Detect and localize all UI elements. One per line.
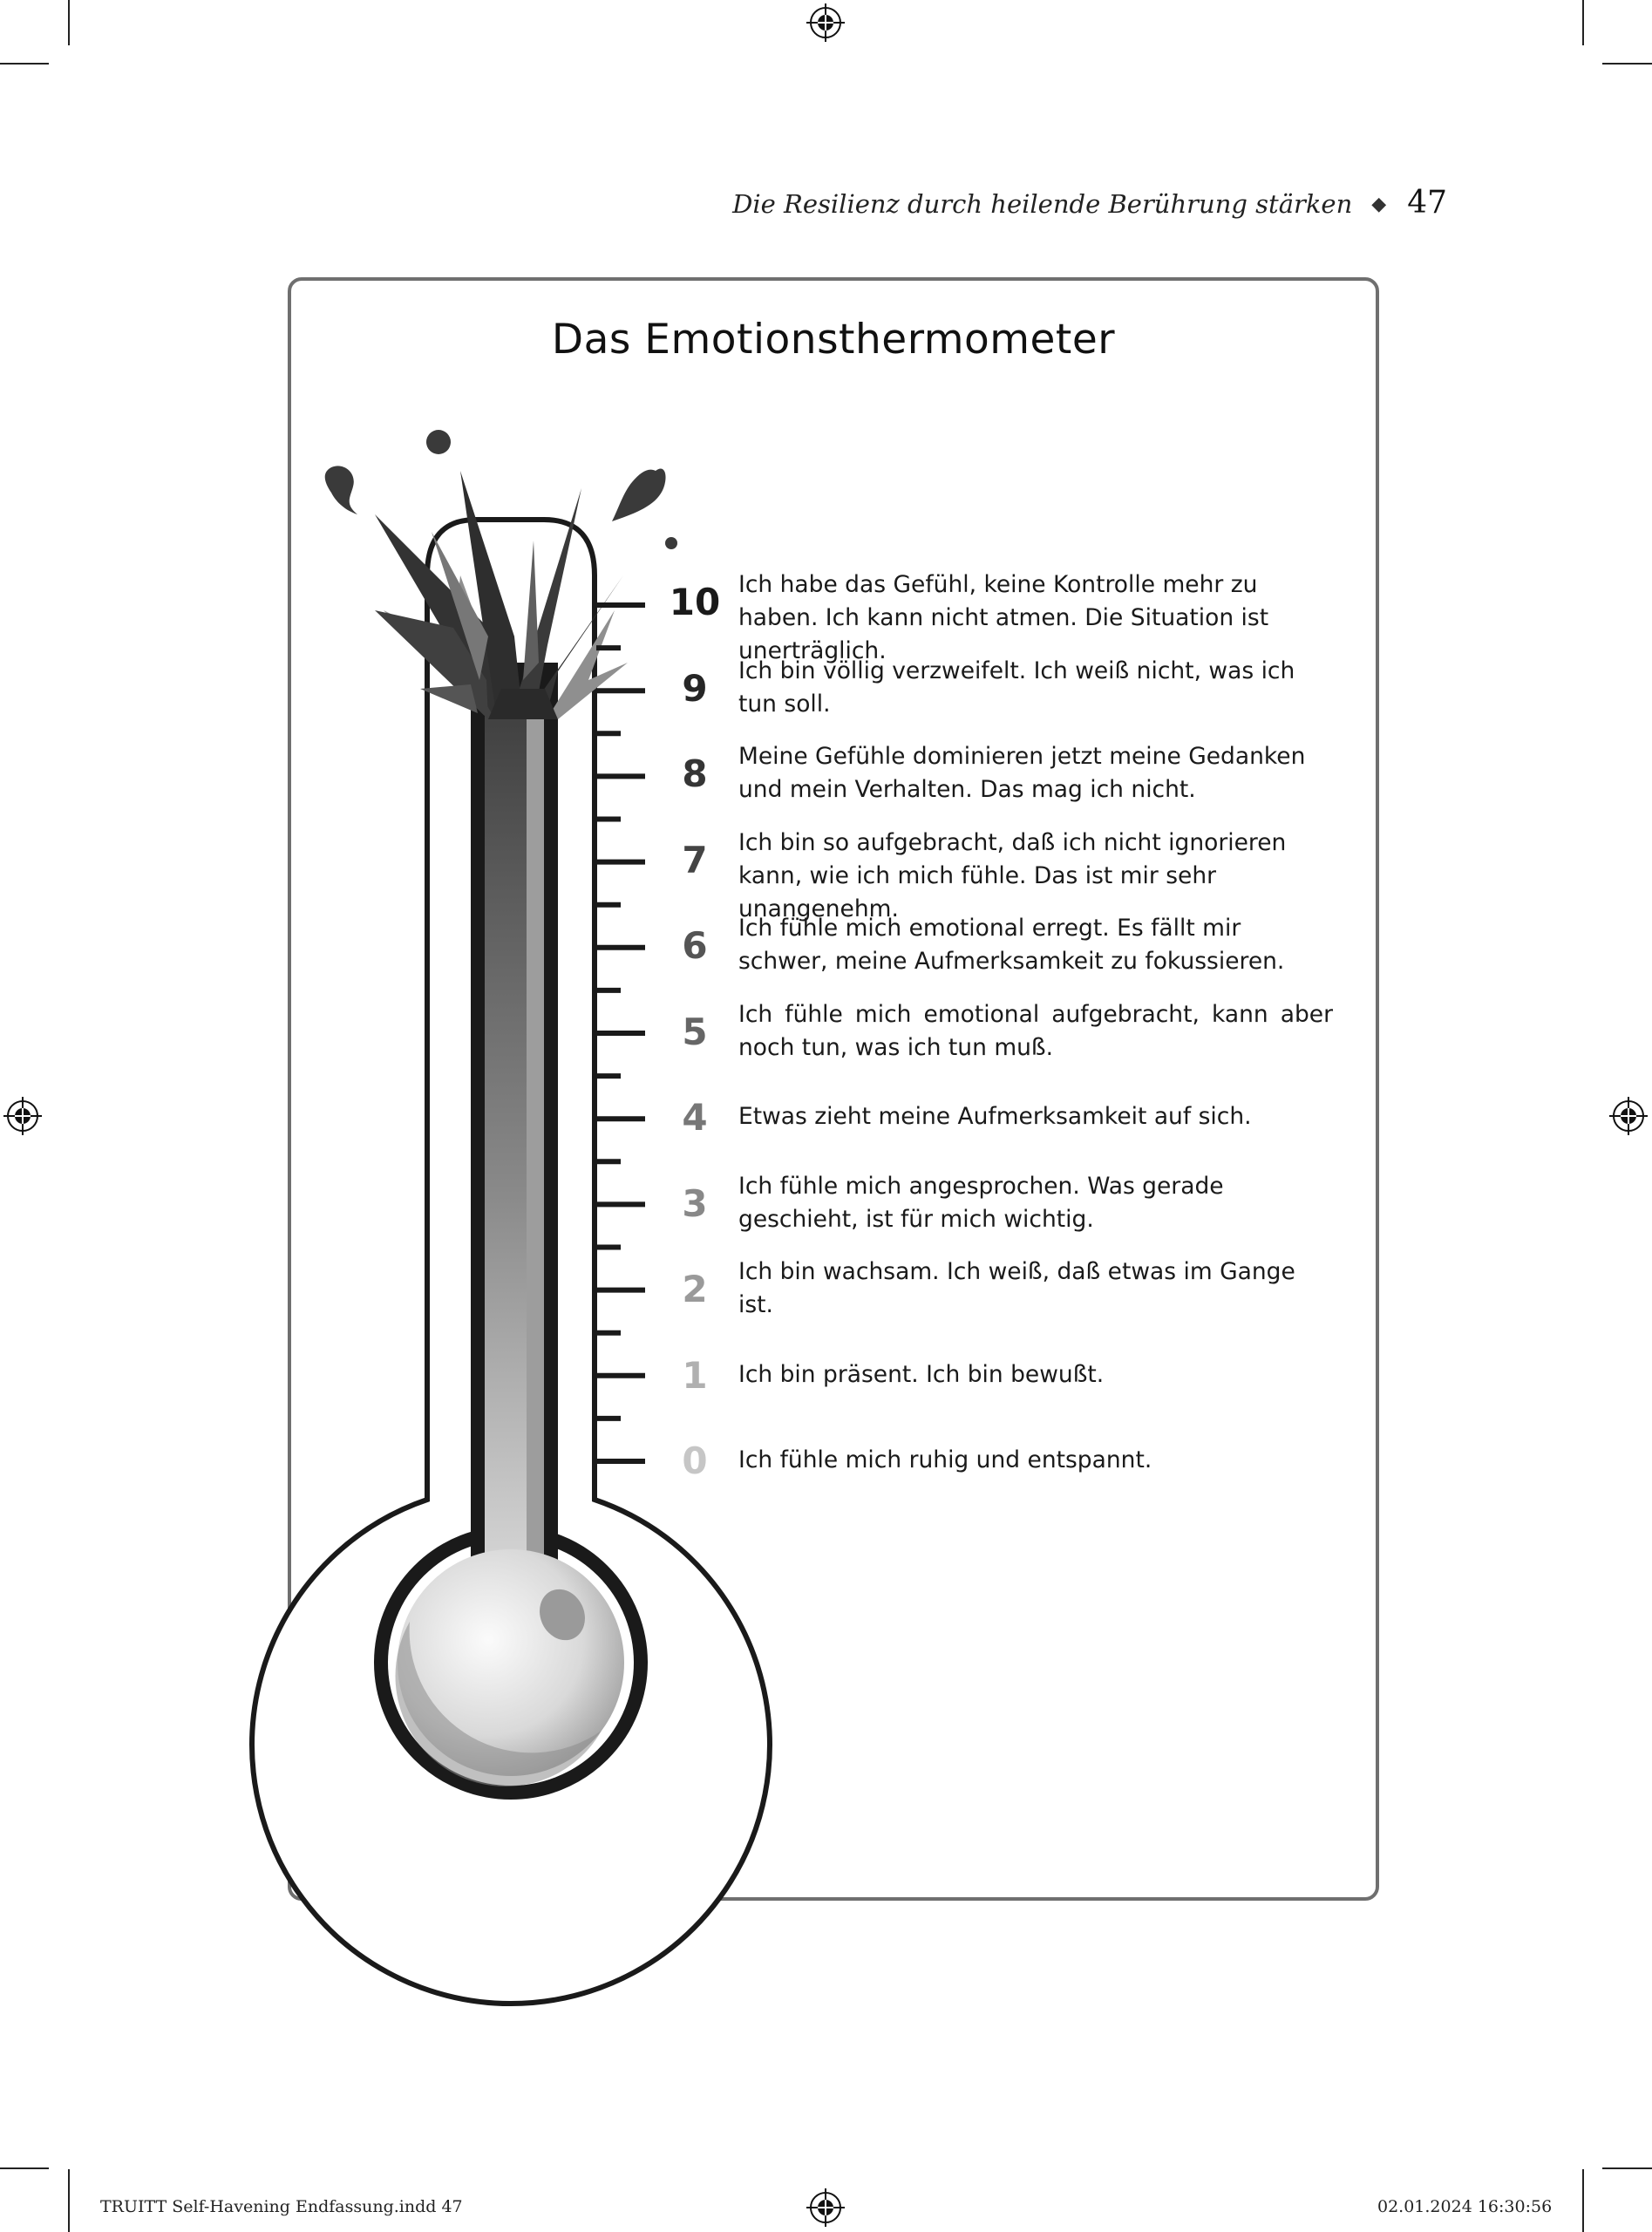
drop-icon xyxy=(325,466,357,514)
level-description: Ich fühle mich emotional aufgebracht, kann aber noch tun, was ich tun muß. xyxy=(738,1000,1333,1061)
page-number: 47 xyxy=(1407,185,1447,221)
tube-shade xyxy=(527,698,544,1596)
level-number: 0 xyxy=(682,1439,708,1482)
footer-file: TRUITT Self-Havening Endfassung.indd 47 xyxy=(100,2197,463,2216)
level-description: Ich bin so aufgebracht, daß ich nicht ignorieren kann, wie ich mich fühle. Das ist mir sehr unangenehm. xyxy=(738,828,1287,922)
level-number: 10 xyxy=(669,581,721,623)
level-number: 5 xyxy=(682,1010,708,1053)
level-description: Ich fühle mich ruhig und entspannt. xyxy=(738,1446,1152,1473)
footer-datetime: 02.01.2024 16:30:56 xyxy=(1377,2197,1553,2216)
card-title: Das Emotionsthermometer xyxy=(551,316,1116,364)
level-description: Ich bin wachsam. Ich weiß, daß etwas im Gange ist. xyxy=(738,1258,1295,1318)
drop-icon xyxy=(426,430,451,454)
drop-icon xyxy=(612,468,666,521)
level-number: 7 xyxy=(682,838,708,881)
level-number: 6 xyxy=(682,924,708,967)
level-number: 2 xyxy=(682,1268,708,1310)
level-number: 1 xyxy=(682,1353,708,1397)
level-description: Ich fühle mich emotional erregt. Es fällt mir schwer, meine Aufmerksamkeit zu fokussieren. xyxy=(738,915,1285,975)
level-description: Ich fühle mich angesprochen. Was gerade geschieht, ist für mich wichtig. xyxy=(738,1172,1224,1233)
level-description: Ich habe das Gefühl, keine Kontrolle mehr zu haben. Ich kann nicht atmen. Die Situation ist unerträglich. xyxy=(738,571,1269,664)
scale-ticks xyxy=(596,605,645,1461)
level-description: Meine Gefühle dominieren jetzt meine Gedanken und mein Verhalten. Das mag ich nicht. xyxy=(738,743,1306,803)
level-description: Ich bin präsent. Ich bin bewußt. xyxy=(738,1360,1105,1388)
level-number: 8 xyxy=(682,752,708,795)
drop-icon xyxy=(665,537,677,549)
level-description: Ich bin völlig verzweifelt. Ich weiß nicht, was ich tun soll. xyxy=(738,657,1295,718)
level-number: 3 xyxy=(682,1181,708,1225)
level-number: 9 xyxy=(682,666,708,710)
level-description: Etwas zieht meine Aufmerksamkeit auf sich. xyxy=(738,1103,1252,1130)
level-number: 4 xyxy=(682,1096,708,1139)
diamond-separator-icon: ◆ xyxy=(1371,194,1387,215)
running-title: Die Resilienz durch heilende Berührung stärken xyxy=(732,189,1353,219)
